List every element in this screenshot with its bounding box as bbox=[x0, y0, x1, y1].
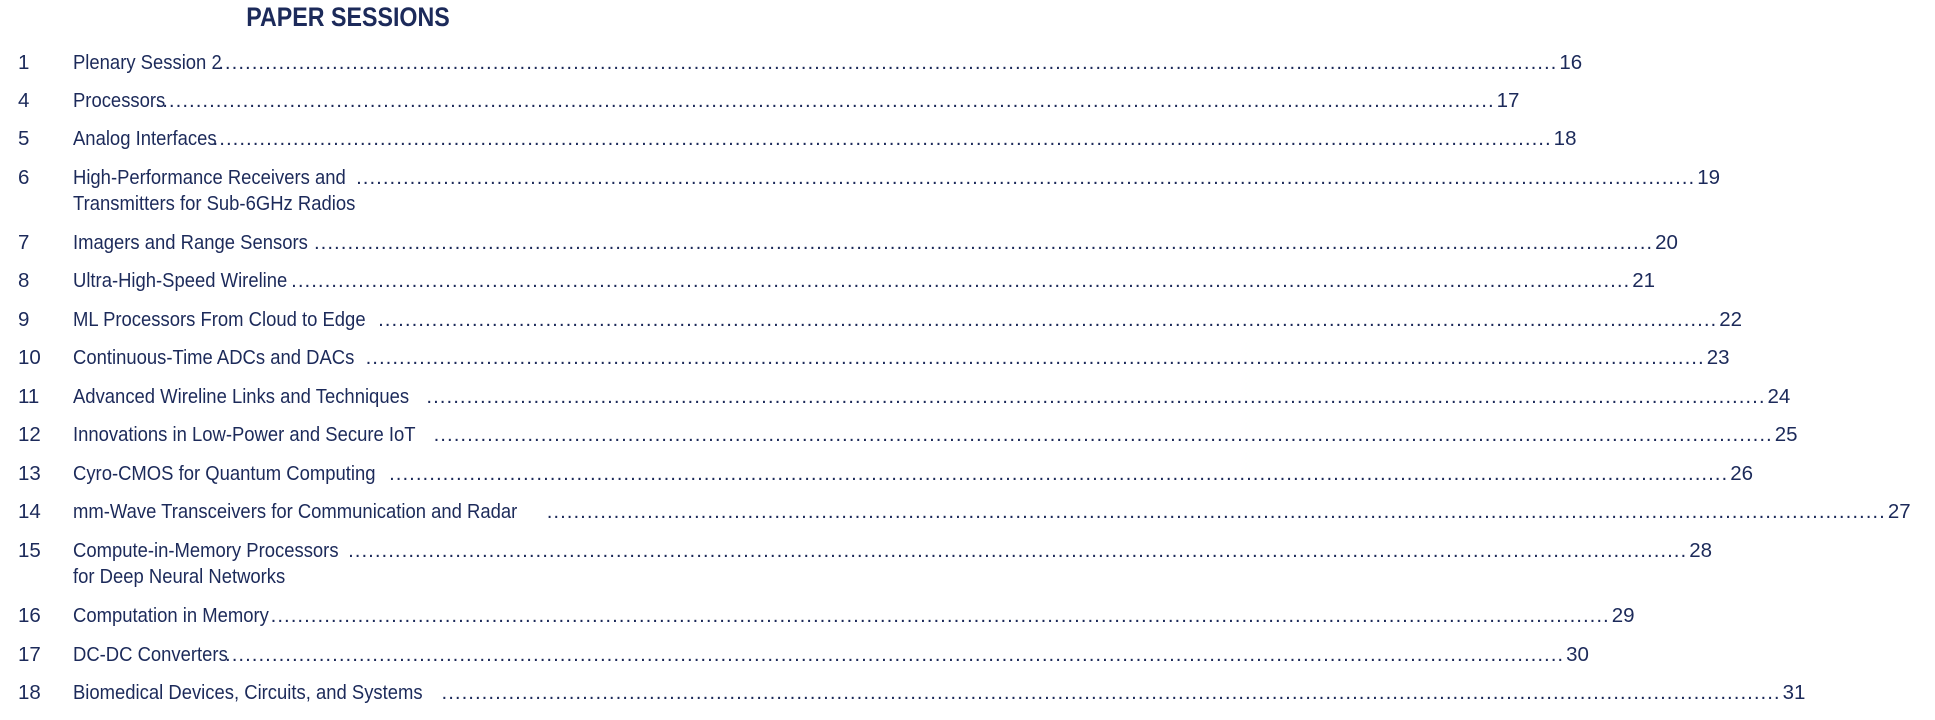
session-entry bbox=[73, 88, 1543, 114]
session-number: 4 bbox=[18, 89, 30, 112]
session-entry bbox=[73, 230, 1702, 256]
session-title-line bbox=[73, 230, 1678, 256]
session-title-line bbox=[73, 422, 1798, 448]
leader-dots: ........................................................................................................................................................................................................ bbox=[426, 385, 1766, 408]
session-number: 11 bbox=[18, 385, 40, 408]
page-title: PAPER SESSIONS bbox=[246, 2, 450, 32]
session-entry bbox=[73, 642, 1613, 668]
toc-entry[interactable] bbox=[0, 307, 1743, 333]
leader-dots: ........................................................................................................................................................................................................ bbox=[225, 643, 1565, 666]
leader-dots: ........................................................................................................................................................................................................ bbox=[291, 269, 1631, 292]
session-number: 10 bbox=[18, 346, 41, 369]
session-entry bbox=[73, 165, 1744, 217]
page-number: 31 bbox=[1782, 681, 1806, 704]
toc-entry[interactable] bbox=[0, 268, 1656, 294]
page-number: 23 bbox=[1706, 346, 1730, 369]
page-number: 27 bbox=[1887, 500, 1911, 523]
session-entry bbox=[73, 538, 1736, 590]
toc-entry[interactable] bbox=[0, 345, 1730, 371]
toc-entry[interactable] bbox=[0, 50, 1583, 76]
toc-entry[interactable] bbox=[0, 422, 1798, 448]
session-title-line bbox=[73, 307, 1742, 333]
session-title: Advanced Wireline Links and Techniques bbox=[73, 385, 410, 408]
session-title-line bbox=[73, 603, 1635, 629]
session-title: Analog Interfaces bbox=[73, 127, 217, 150]
leader-dots: ........................................................................................................................................................................................................ bbox=[270, 604, 1610, 627]
session-title-line bbox=[73, 499, 1911, 525]
leader-dots: ........................................................................................................................................................................................................ bbox=[378, 308, 1718, 331]
session-entry bbox=[73, 345, 1754, 371]
session-title-line bbox=[73, 538, 1712, 564]
session-title: Biomedical Devices, Circuits, and Systems bbox=[73, 681, 423, 704]
session-number: 12 bbox=[18, 423, 41, 446]
leader-dots: ........................................................................................................................................................................................................ bbox=[218, 51, 1558, 74]
session-number: 5 bbox=[18, 127, 30, 150]
session-number: 6 bbox=[18, 166, 30, 189]
session-number: 1 bbox=[18, 51, 30, 74]
page-number: 24 bbox=[1767, 385, 1791, 408]
page-number: 17 bbox=[1496, 89, 1520, 112]
toc-entry[interactable] bbox=[0, 461, 1754, 487]
session-title: ML Processors From Cloud to Edge bbox=[73, 308, 366, 331]
session-entry bbox=[73, 461, 1777, 487]
session-title-line bbox=[73, 680, 1805, 706]
toc-entry[interactable] bbox=[0, 230, 1678, 256]
session-title: DC-DC Converters bbox=[73, 643, 228, 666]
session-entry bbox=[73, 603, 1659, 629]
session-title-line bbox=[73, 461, 1753, 487]
toc-entry[interactable] bbox=[0, 384, 1791, 410]
leader-dots: ........................................................................................................................................................................................................ bbox=[389, 462, 1729, 485]
session-title: Ultra-High-Speed Wireline bbox=[73, 269, 288, 292]
toc-entry[interactable] bbox=[0, 126, 1577, 152]
session-entry bbox=[73, 50, 1606, 76]
toc-entry[interactable] bbox=[0, 680, 1806, 706]
session-title: mm-Wave Transceivers for Communication and Radar bbox=[73, 500, 518, 523]
session-title-line bbox=[73, 165, 1720, 191]
session-title: Compute-in-Memory Processors bbox=[73, 539, 339, 562]
page-number: 20 bbox=[1655, 231, 1678, 254]
page-number: 28 bbox=[1689, 539, 1712, 562]
session-entry bbox=[73, 422, 1822, 448]
session-entry bbox=[73, 680, 1829, 706]
session-title: Processors bbox=[73, 89, 166, 112]
session-title: Cyro-CMOS for Quantum Computing bbox=[73, 462, 376, 485]
session-title-line bbox=[73, 642, 1589, 668]
session-title: Continuous-Time ADCs and DACs bbox=[73, 346, 355, 369]
leader-dots: ........................................................................................................................................................................................................ bbox=[212, 127, 1552, 150]
page-number: 18 bbox=[1553, 127, 1577, 150]
session-number: 15 bbox=[18, 539, 41, 562]
leader-dots: ........................................................................................................................................................................................................ bbox=[433, 423, 1773, 446]
page-number: 26 bbox=[1730, 462, 1754, 485]
session-number: 8 bbox=[18, 269, 30, 292]
leader-dots: ........................................................................................................................................................................................................ bbox=[546, 500, 1886, 523]
session-entry bbox=[73, 126, 1600, 152]
session-title-continued: Transmitters for Sub-6GHz Radios bbox=[73, 192, 356, 215]
session-title-continued: for Deep Neural Networks bbox=[73, 565, 286, 588]
toc-entry[interactable] bbox=[0, 499, 1911, 525]
session-title-line bbox=[73, 384, 1790, 410]
session-number: 17 bbox=[18, 643, 41, 666]
toc-entry[interactable] bbox=[0, 88, 1520, 114]
session-entry bbox=[73, 268, 1679, 294]
session-title: Plenary Session 2 bbox=[73, 51, 222, 74]
session-title-line bbox=[73, 50, 1582, 76]
session-entry bbox=[73, 307, 1766, 333]
page-number: 29 bbox=[1611, 604, 1635, 627]
page-number: 21 bbox=[1632, 269, 1656, 292]
toc-entry[interactable] bbox=[0, 642, 1589, 668]
session-entry bbox=[73, 384, 1814, 410]
session-number: 14 bbox=[18, 500, 41, 523]
leader-dots: ........................................................................................................................................................................................................ bbox=[356, 166, 1696, 189]
toc-entry[interactable] bbox=[0, 603, 1635, 629]
leader-dots: ........................................................................................................................................................................................................ bbox=[313, 231, 1654, 254]
session-title: Computation in Memory bbox=[73, 604, 269, 627]
page-number: 30 bbox=[1566, 643, 1589, 666]
session-title: Imagers and Range Sensors bbox=[73, 231, 308, 254]
session-number: 9 bbox=[18, 308, 30, 331]
session-number: 13 bbox=[18, 462, 41, 485]
session-number: 18 bbox=[18, 681, 41, 704]
page-number: 19 bbox=[1697, 166, 1721, 189]
session-title: Innovations in Low-Power and Secure IoT bbox=[73, 423, 416, 446]
page-number: 25 bbox=[1774, 423, 1798, 446]
toc-entry[interactable] bbox=[0, 538, 1712, 590]
session-number: 16 bbox=[18, 604, 41, 627]
leader-dots: ........................................................................................................................................................................................................ bbox=[348, 539, 1688, 562]
leader-dots: ........................................................................................................................................................................................................ bbox=[365, 346, 1705, 369]
session-title-line bbox=[73, 345, 1730, 371]
leader-dots: ........................................................................................................................................................................................................ bbox=[155, 89, 1495, 112]
page-number: 16 bbox=[1559, 51, 1583, 74]
session-title: High-Performance Receivers and bbox=[73, 166, 346, 189]
session-title-line bbox=[73, 268, 1655, 294]
session-entry bbox=[73, 499, 1935, 525]
session-number: 7 bbox=[18, 231, 30, 254]
page-number: 22 bbox=[1719, 308, 1743, 331]
leader-dots: ........................................................................................................................................................................................................ bbox=[441, 681, 1781, 704]
session-title-line bbox=[73, 126, 1576, 152]
session-title-line bbox=[73, 88, 1519, 114]
toc-entry[interactable] bbox=[0, 165, 1721, 217]
